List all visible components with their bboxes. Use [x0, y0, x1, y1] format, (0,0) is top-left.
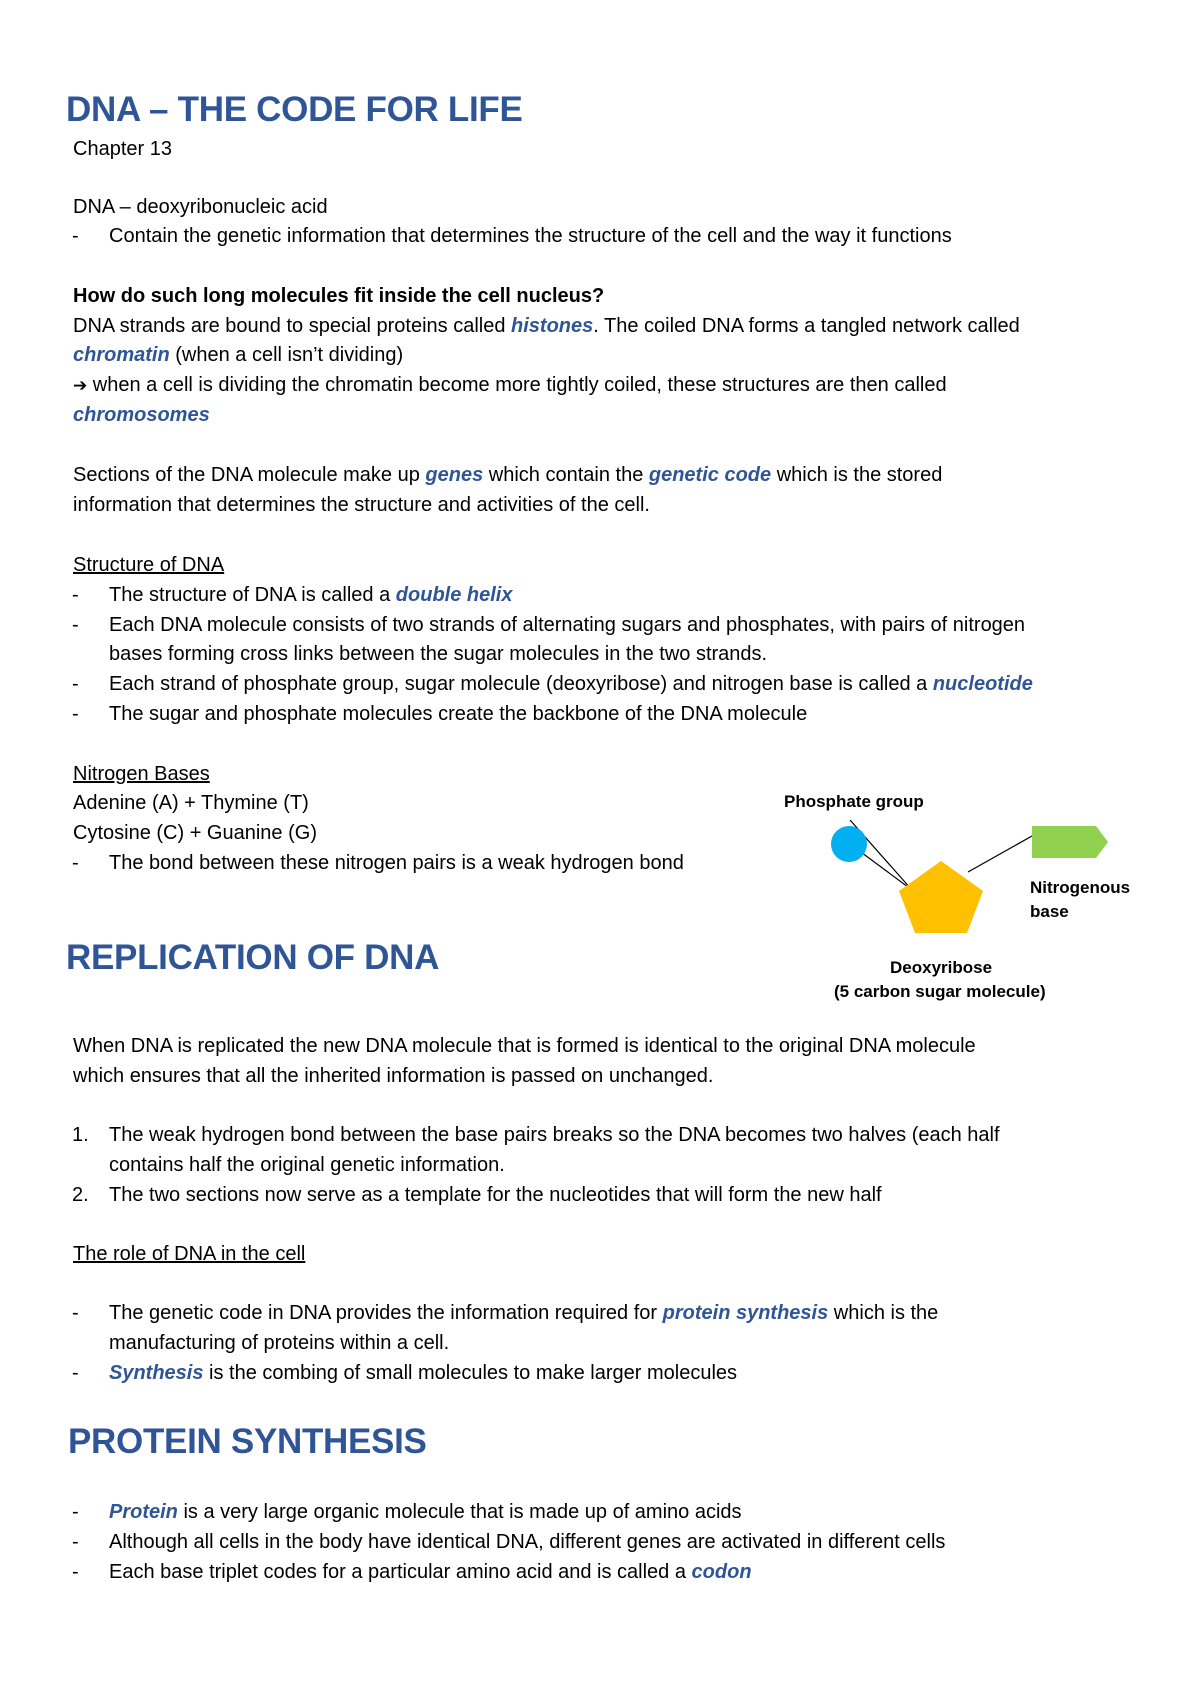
structure-b1-text: The structure of DNA is called a	[109, 584, 396, 606]
protein-b1-text: is a very large organic molecule that is made up of amino acids	[177, 1501, 742, 1523]
nitrogenous-label-1: Nitrogenous	[1030, 878, 1131, 897]
dividing-line	[73, 370, 947, 401]
bullet-dash: -	[72, 1362, 79, 1384]
bullet-dash: -	[72, 1501, 79, 1523]
deoxyribose-pentagon	[899, 861, 983, 933]
role-b1-text-b: which is the	[828, 1302, 939, 1324]
replication-para-line-2: which ensures that all the inherited information is passed on unchanged.	[73, 1065, 714, 1087]
structure-bullet-2-line-1: Each DNA molecule consists of two strands of alternating sugars and phosphates, with pairs of nitrogen	[109, 614, 1026, 636]
phosphate-group-label: Phosphate group	[784, 792, 924, 811]
genes-line-2: information that determines the structure and activities of the cell.	[73, 494, 650, 516]
histones-line	[73, 311, 1020, 341]
dna-definition: DNA – deoxyribonucleic acid	[73, 196, 328, 218]
sugar-description-label: (5 carbon sugar molecule)	[834, 982, 1046, 1001]
question-heading: How do such long molecules fit inside the cell nucleus?	[73, 285, 605, 307]
base-pair-2: Cytosine (C) + Guanine (G)	[73, 822, 317, 844]
histones-text-b: . The coiled DNA forms a tangled network called	[593, 315, 1020, 337]
replication-para-line-1: When DNA is replicated the new DNA molecule that is formed is identical to the original DNA molecule	[73, 1035, 976, 1057]
keyword-chromosomes: chromosomes	[73, 404, 210, 426]
bullet-dash: -	[72, 584, 79, 606]
bullet-dash: -	[72, 673, 79, 695]
protein-bullet-3	[109, 1557, 752, 1587]
protein-bullet-1	[109, 1497, 742, 1527]
bullet-dash: -	[72, 852, 79, 874]
nitrogenous-label-2: base	[1030, 902, 1069, 921]
chromosomes-line	[73, 400, 210, 430]
bullet-dash: -	[72, 1302, 79, 1324]
genes-text-b: which contain the	[483, 464, 649, 486]
histones-text-a: DNA strands are bound to special proteins called	[73, 315, 512, 337]
page-title: DNA – THE CODE FOR LIFE	[66, 90, 523, 129]
right-arrow-icon: ➔	[73, 376, 88, 396]
dividing-text: when a cell is dividing the chromatin become more tightly coiled, these structures are then called	[87, 374, 947, 396]
replication-step-1-line-1: The weak hydrogen bond between the base pairs breaks so the DNA becomes two halves (each half	[109, 1124, 1000, 1146]
chapter-label: Chapter 13	[73, 138, 172, 160]
deoxyribose-label: Deoxyribose	[890, 958, 993, 977]
replication-step-2: The two sections now serve as a template for the nucleotides that will form the new half	[109, 1184, 882, 1206]
hydrogen-bond-bullet: The bond between these nitrogen pairs is a weak hydrogen bond	[109, 852, 684, 874]
genes-text-a: Sections of the DNA molecule make up	[73, 464, 426, 486]
chromatin-line	[73, 340, 403, 370]
base-pair-1: Adenine (A) + Thymine (T)	[73, 792, 309, 814]
nitrogen-base-pentagon	[1032, 826, 1108, 858]
bases-heading: Nitrogen Bases	[73, 763, 210, 785]
phosphate-circle	[831, 826, 867, 862]
structure-bullet-2-line-2: bases forming cross links between the sugar molecules in the two strands.	[109, 643, 768, 665]
chromatin-text: (when a cell isn’t dividing)	[169, 344, 404, 366]
keyword-codon: codon	[691, 1561, 752, 1583]
keyword-genetic-code: genetic code	[648, 464, 772, 486]
role-bullet-2	[109, 1358, 737, 1388]
structure-bullet-1	[109, 580, 512, 610]
bullet-dash: -	[72, 225, 79, 247]
structure-b3-text: Each strand of phosphate group, sugar molecule (deoxyribose) and nitrogen base is called a	[109, 673, 933, 695]
keyword-protein: Protein	[109, 1501, 178, 1523]
structure-bullet-3	[109, 669, 1033, 699]
replication-heading: REPLICATION OF DNA	[66, 938, 440, 977]
role-bullet-1-line-2: manufacturing of proteins within a cell.	[109, 1332, 450, 1354]
step-number-1: 1.	[72, 1124, 89, 1146]
role-heading: The role of DNA in the cell	[73, 1243, 306, 1265]
keyword-protein-synthesis: protein synthesis	[662, 1302, 829, 1324]
bullet-dash: -	[72, 1561, 79, 1583]
bullet-dash: -	[72, 703, 79, 725]
replication-step-1-line-2: contains half the original genetic information.	[109, 1154, 505, 1176]
keyword-double-helix: double helix	[395, 584, 513, 606]
step-number-2: 2.	[72, 1184, 89, 1206]
keyword-synthesis: Synthesis	[109, 1362, 204, 1384]
protein-b3-text: Each base triplet codes for a particular amino acid and is called a	[109, 1561, 692, 1583]
structure-bullet-4: The sugar and phosphate molecules create the backbone of the DNA molecule	[109, 703, 808, 725]
structure-heading: Structure of DNA	[73, 554, 225, 576]
role-bullet-1-line-1	[109, 1298, 938, 1328]
keyword-chromatin: chromatin	[73, 344, 170, 366]
bullet-dash: -	[72, 614, 79, 636]
dna-function-bullet: Contain the genetic information that determines the structure of the cell and the way it functions	[109, 225, 952, 247]
protein-synthesis-heading: PROTEIN SYNTHESIS	[68, 1422, 427, 1461]
sugar-base-bond	[968, 836, 1032, 872]
genes-line-1	[73, 460, 942, 490]
keyword-nucleotide: nucleotide	[932, 673, 1033, 695]
genes-text-c: which is the stored	[771, 464, 943, 486]
keyword-genes: genes	[425, 464, 484, 486]
keyword-histones: histones	[511, 315, 594, 337]
role-b1-text-a: The genetic code in DNA provides the information required for	[109, 1302, 663, 1324]
role-b2-text: is the combing of small molecules to make larger molecules	[203, 1362, 738, 1384]
protein-bullet-2: Although all cells in the body have identical DNA, different genes are activated in different cells	[109, 1531, 946, 1553]
bullet-dash: -	[72, 1531, 79, 1553]
